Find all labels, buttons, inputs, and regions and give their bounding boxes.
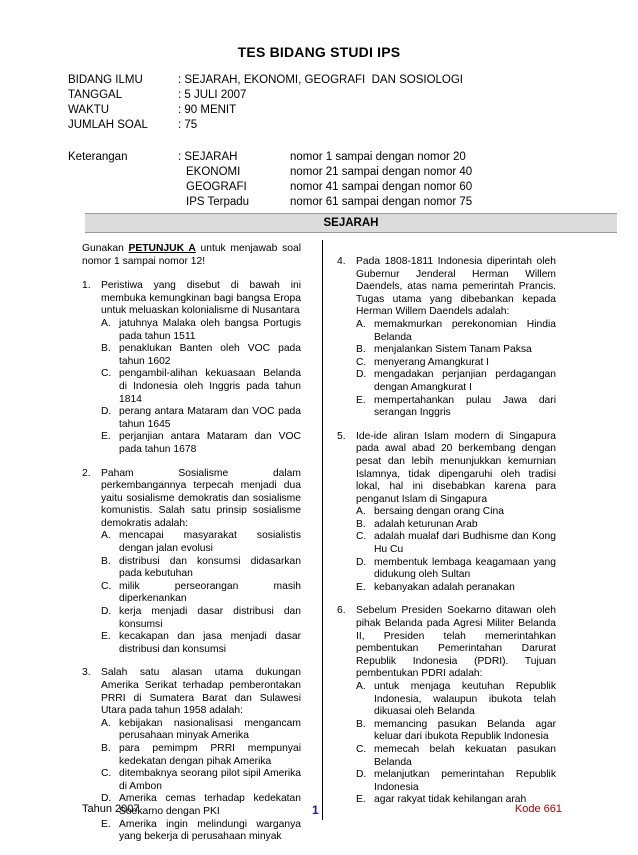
option-text: mencapai masyarakat sosialistis dengan jalan evolusi [119, 530, 301, 555]
option-text: menyerang Amangkurat I [374, 356, 490, 368]
question-number: 3. [82, 667, 91, 679]
keterangan-row [68, 180, 588, 195]
option-letter: E. [356, 581, 366, 593]
option [101, 718, 301, 743]
option-letter: B. [356, 718, 366, 730]
option [101, 318, 301, 343]
option-text: mempertahankan pulau Jawa dari serangan Inggris [374, 394, 556, 419]
option-letter: D. [101, 606, 112, 618]
option-text: perang antara Mataram dan VOC pada tahun 1645 [119, 406, 301, 430]
question-3 [82, 667, 301, 843]
option [101, 530, 301, 555]
question-text: Salah satu alasan utama dukungan Amerika Serikat terhadap pemberontakan PRRI di Sumatera Barat dan Sulawesi Utara pada tahun 1958 adalah: [101, 667, 301, 717]
option [101, 406, 301, 431]
footer-year: Tahun 2007 [82, 803, 140, 815]
right-column [337, 256, 556, 818]
keterangan-block [68, 150, 588, 210]
option-letter: A. [356, 318, 366, 330]
option-text: Amerika cemas terhadap kedekatan Soekarno dengan PKI [119, 793, 301, 817]
page-title: TES BIDANG STUDI IPS [237, 44, 401, 60]
question-number: 2. [82, 467, 91, 479]
info-row-count [68, 118, 588, 133]
info-label: BIDANG ILMU [68, 74, 143, 86]
question-4 [337, 256, 556, 420]
instructions [82, 243, 301, 268]
option-letter: D. [356, 769, 367, 781]
option [356, 519, 556, 532]
keterangan-label: Keterangan [68, 151, 128, 163]
option-letter: D. [356, 556, 367, 568]
option-letter: C. [101, 368, 112, 380]
option-letter: E. [101, 431, 111, 443]
keterangan-range: nomor 61 sampai dengan nomor 75 [290, 196, 473, 208]
option-letter: C. [356, 743, 367, 755]
option-letter: E. [101, 818, 111, 830]
info-value: : SEJARAH, EKONOMI, GEOGRAFI DAN SOSIOLOGI [178, 74, 463, 86]
option-letter: B. [101, 343, 111, 355]
option [101, 431, 301, 456]
option [356, 557, 556, 582]
section-header: SEJARAH [85, 213, 617, 233]
option-letter: A. [356, 681, 366, 692]
option-text: agar rakyat tidak kehilangan arah [374, 794, 527, 806]
option [356, 681, 556, 719]
page-number: 1 [312, 803, 319, 817]
option-letter: C. [356, 356, 367, 368]
keterangan-range: nomor 21 sampai dengan nomor 40 [290, 166, 473, 178]
option-text: Amerika ingin melindungi warganya yang bekerja di perusahaan minyak [119, 818, 301, 843]
option-text: kebanyakan adalah peranakan [374, 581, 515, 593]
column-divider [322, 240, 323, 820]
option [356, 769, 556, 794]
option-text: menjalankan Sistem Tanam Paksa [374, 344, 532, 356]
option-text: membentuk lembaga keagamaan yang didukung oleh Sultan [374, 556, 556, 581]
option-letter: A. [101, 317, 111, 329]
option [356, 395, 556, 420]
keterangan-subject: EKONOMI [186, 166, 241, 178]
keterangan-row [68, 150, 588, 165]
option [356, 506, 556, 519]
option-text: perjanjian antara Mataram dan VOC pada tahun 1678 [119, 431, 301, 455]
intro-text: untuk menjawab soal nomor 1 sampai nomor 12! [82, 243, 301, 267]
option [101, 581, 301, 606]
question-text: Sebelum Presiden Soekarno ditawan oleh pihak Belanda pada Agresi Militer Belanda II, Presiden telah memerintahkan pembentukan Pemerintahan Darurat Republik Indonesia (PDRI). Tujuan pembentukan PDRI adalah: [356, 605, 556, 680]
option [356, 344, 556, 357]
option-letter: A. [101, 717, 111, 729]
info-label: JUMLAH SOAL [68, 119, 148, 131]
question-text: Pada 1808-1811 Indonesia diperintah oleh Gubernur Jenderal Herman Willem Daendels, atas nama pemerintah Prancis. Tugas utama yang dibebankan kepada Herman Willem Daendels adalah: [356, 256, 556, 318]
option-letter: C. [101, 580, 112, 592]
keterangan-row [68, 165, 588, 180]
option-text: distribusi dan konsumsi didasarkan pada kebutuhan [119, 555, 301, 580]
question-6 [337, 605, 556, 807]
question-text: Paham Sosialisme dalam perkembangannya terpecah menjadi dua yaitu sosialisme demokratis dan sosialisme komunistis. Salah satu prinsip sosialisme demokratis adalah: [101, 467, 301, 529]
option-letter: A. [356, 506, 366, 518]
petunjuk-label: PETUNJUK A [128, 243, 196, 254]
option [101, 743, 301, 768]
option-text: milik perseorangan masih diperkenankan [119, 580, 301, 605]
left-column [82, 243, 301, 855]
option-text: adalah keturunan Arab [374, 518, 478, 530]
question-text: Ide-ide aliran Islam modern di Singapura pada awal abad 20 berkembang dengan pesat dan lebih menunjukkan kemurnian Islamnya, tidak dipengaruhi oleh tradisi lokal, hal ini disebabkan karena para penganut Islam di Singapura [356, 430, 556, 505]
option-letter: A. [101, 530, 111, 542]
info-value: : 90 MENIT [178, 104, 237, 116]
option-text: melanjutkan pemerintahan Republik Indonesia [374, 769, 556, 793]
option-text: para pemimpm PRRI mempunyai kedekatan dengan pihak Amerika [119, 742, 301, 767]
keterangan-subject: : SEJARAH [178, 151, 238, 163]
option-text: memakmurkan perekonomian Hindia Belanda [374, 318, 556, 343]
info-label: TANGGAL [68, 89, 123, 101]
keterangan-row [68, 195, 588, 210]
option [356, 319, 556, 344]
info-label: WAKTU [68, 104, 110, 116]
option-text: kecakapan dan jasa menjadi dasar distribusi dan konsumsi [119, 631, 301, 655]
option-letter: D. [101, 406, 112, 418]
option-text: memecah belah kekuatan pasukan Belanda [374, 743, 556, 768]
question-2 [82, 468, 301, 657]
option-text: bersaing dengan orang Cina [374, 506, 504, 518]
question-number: 1. [82, 280, 91, 292]
option-text: mengadakan perjanjian perdagangan dengan Amangkurat I [374, 369, 556, 393]
option-text: adalah mualaf dari Budhisme dan Kong Hu Cu [374, 531, 556, 556]
option [356, 582, 556, 595]
option [101, 606, 301, 631]
option [101, 556, 301, 581]
option [356, 744, 556, 769]
option-letter: B. [101, 742, 111, 754]
question-1 [82, 280, 301, 456]
option [101, 768, 301, 793]
question-number: 5. [337, 430, 346, 442]
option [356, 719, 556, 744]
option [356, 357, 556, 370]
info-row-date [68, 88, 588, 103]
question-text: Peristiwa yang disebut di bawah ini membuka kemungkinan bagi bangsa Eropa untuk meluaskan kolonialisme di Nusantara [101, 280, 301, 317]
option-letter: B. [356, 344, 366, 356]
exam-info [68, 73, 588, 133]
question-number: 4. [337, 256, 346, 267]
keterangan-range: nomor 41 sampai dengan nomor 60 [290, 181, 473, 193]
option [101, 631, 301, 656]
option-text: memancing pasukan Belanda agar keluar dari ibukota Republik Indonesia [374, 718, 556, 743]
option-letter: E. [101, 631, 111, 643]
option [101, 368, 301, 406]
option-letter: C. [101, 768, 112, 780]
option-text: ditembaknya seorang pilot sipil Amerika di Ambon [119, 768, 301, 792]
option-letter: D. [101, 793, 112, 805]
option-text: kebijakan nasionalisasi mengancam perusahaan minyak Amerika [119, 717, 301, 742]
question-number: 6. [337, 605, 346, 617]
info-row-time [68, 103, 588, 118]
option [356, 531, 556, 556]
info-value: : 75 [178, 119, 198, 131]
keterangan-subject: IPS Terpadu [186, 196, 250, 208]
keterangan-range: nomor 1 sampai dengan nomor 20 [290, 151, 466, 163]
option-letter: B. [101, 555, 111, 567]
option-letter: C. [356, 531, 367, 543]
option-letter: D. [356, 369, 367, 381]
option-text: penaklukan Banten oleh VOC pada tahun 1602 [119, 343, 301, 367]
option [101, 343, 301, 368]
option-text: kerja menjadi dasar distribusi dan konsumsi [119, 606, 301, 630]
option-letter: B. [356, 518, 366, 530]
info-value: : 5 JULI 2007 [178, 89, 247, 101]
option-text: jatuhnya Malaka oleh bangsa Portugis pada tahun 1511 [119, 317, 301, 342]
option-text: pengambil-alihan kekuasaan Belanda di Indonesia oleh Inggris pada tahun 1814 [119, 368, 301, 405]
keterangan-subject: GEOGRAFI [186, 181, 247, 193]
option [101, 819, 301, 844]
option-letter: E. [356, 394, 366, 406]
exam-code: Kode 661 [514, 803, 562, 815]
option [356, 369, 556, 394]
option-letter: E. [356, 794, 366, 806]
info-row-subject [68, 73, 588, 88]
question-5 [337, 431, 556, 595]
intro-text: Gunakan [82, 243, 129, 254]
option-text: untuk menjaga keutuhan Republik Indonesia, walaupun ibukota telah dikuasai oleh Belanda [374, 681, 556, 718]
